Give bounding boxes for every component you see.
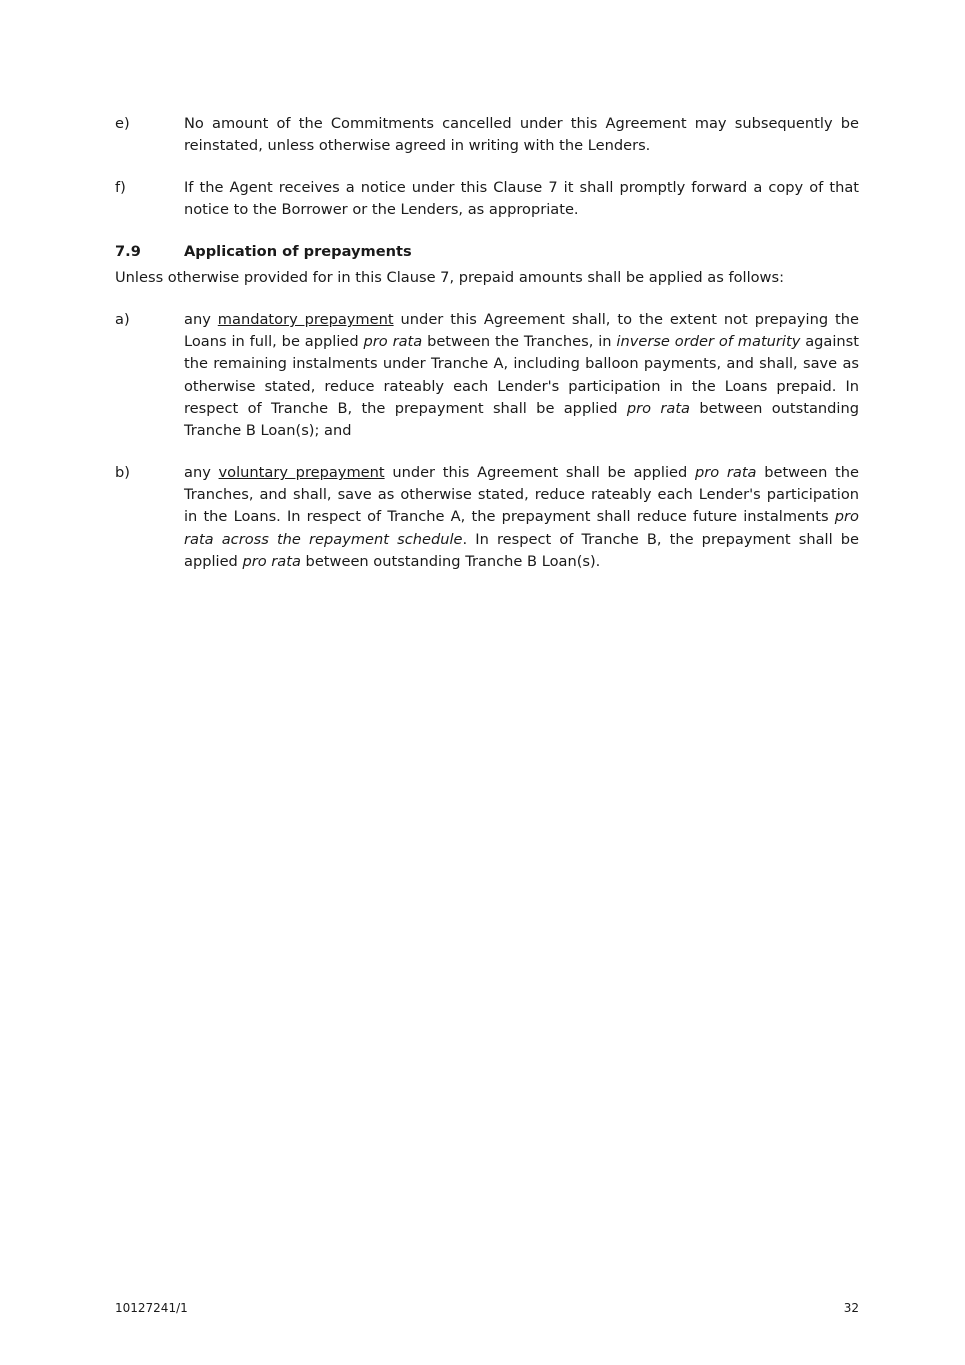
item-b-text (184, 462, 859, 573)
clause-f-marker: f) (115, 179, 126, 196)
clause-f-text: If the Agent receives a notice under this Clause 7 it shall promptly forward a copy of that notice to the Borrower or the Lenders, as appropriate. (184, 179, 859, 219)
item-a-italic-2: inverse order of maturity (616, 333, 801, 351)
item-b-text-3: between the Tranches, and shall, save as otherwise stated, reduce rateably each Lender's participation in the Loans. In respect of Tranche A, the prepayment shall reduce future instalments (184, 464, 859, 526)
item-a (115, 309, 859, 442)
clause-e-text: No amount of the Commitments cancelled under this Agreement may subsequently be reinstated, unless otherwise agreed in writing with the Lenders. (184, 115, 859, 155)
item-b-text-2: under this Agreement shall be applied (384, 464, 695, 481)
section-intro: Unless otherwise provided for in this Clause 7, prepaid amounts shall be applied as follows: (115, 269, 785, 286)
footer-page-number: 32 (843, 1301, 859, 1315)
item-b (115, 462, 859, 573)
clause-f (115, 177, 859, 221)
section-number: 7.9 (115, 243, 141, 260)
item-b-text-4: . In respect of Tranche B, the prepayment shall be applied (184, 530, 859, 570)
section-heading (115, 241, 859, 263)
item-a-text (184, 309, 859, 442)
clause-e (115, 113, 859, 157)
item-a-text-5: between outstanding Tranche B Loan(s); and (184, 399, 859, 440)
item-a-text-4: against the remaining instalments under Tranche A, including balloon payments, and shall, save as otherwise stated, reduce rateably each Lender's participation in the Loans prepaid. In respect of Tranche B, the prepayment shall be applied (184, 333, 859, 417)
item-a-text-2: under this Agreement shall, to the extent not prepaying the Loans in full, be applied (184, 311, 859, 351)
item-b-italic-1: pro rata (694, 464, 757, 481)
item-b-marker: b) (115, 464, 130, 481)
section-title: Application of prepayments (184, 243, 412, 260)
item-b-italic-3: pro rata (242, 552, 301, 570)
item-b-text-1: any (184, 464, 219, 481)
item-a-text-1: any (184, 311, 218, 328)
mandatory-prepayment-term: mandatory prepayment (217, 311, 394, 328)
item-a-text-3: between the Tranches, in (422, 333, 617, 351)
footer-doc-ref: 10127241/1 (115, 1301, 188, 1315)
item-b-text-5: between outstanding Tranche B Loan(s). (300, 552, 601, 570)
item-b-italic-2: pro rata across the repayment schedule (184, 508, 859, 548)
item-a-marker: a) (115, 311, 130, 328)
clause-e-marker: e) (115, 115, 130, 132)
item-a-italic-1: pro rata (363, 333, 423, 351)
voluntary-prepayment-term: voluntary prepayment (218, 464, 385, 481)
item-a-italic-3: pro rata (626, 399, 690, 417)
